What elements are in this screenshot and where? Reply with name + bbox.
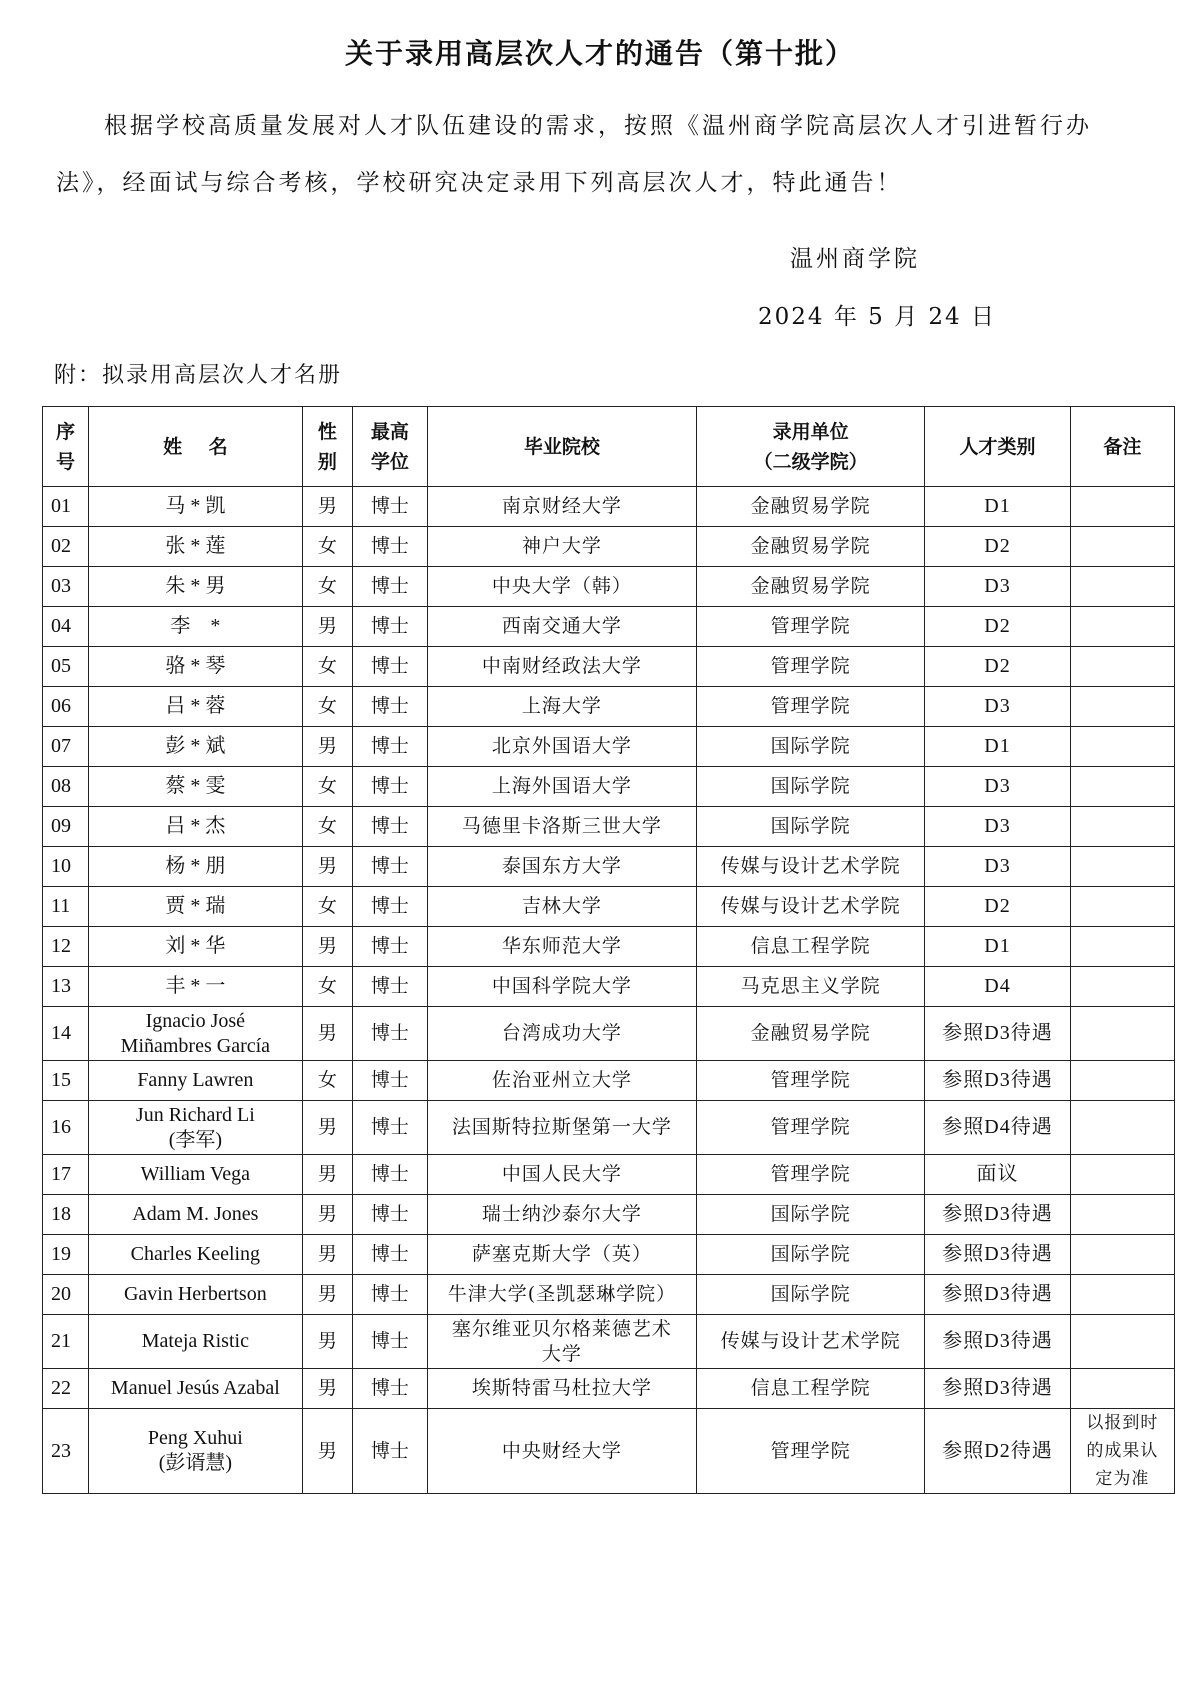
cell-degree: 博士 xyxy=(353,1007,428,1061)
cell-seq: 16 xyxy=(43,1101,89,1155)
cell-unit: 管理学院 xyxy=(697,647,925,687)
cell-category: D2 xyxy=(925,607,1071,647)
cell-name-line: 蔡 * 雯 xyxy=(165,775,226,797)
cell-category: D1 xyxy=(925,727,1071,767)
header-name: 姓 名 xyxy=(89,407,303,487)
cell-school xyxy=(427,1101,697,1155)
cell-school xyxy=(427,1315,697,1369)
cell-name-line: 杨 * 朋 xyxy=(165,855,226,877)
cell-gender: 女 xyxy=(302,887,352,927)
cell-unit: 信息工程学院 xyxy=(697,927,925,967)
cell-seq: 22 xyxy=(43,1369,89,1409)
cell-category: 参照D3待遇 xyxy=(925,1061,1071,1101)
cell-remark xyxy=(1070,727,1174,767)
table-row xyxy=(43,607,1175,647)
cell-name xyxy=(89,1369,303,1409)
cell-name xyxy=(89,567,303,607)
cell-degree: 博士 xyxy=(353,1409,428,1494)
cell-remark xyxy=(1070,567,1174,607)
cell-unit: 管理学院 xyxy=(697,1101,925,1155)
cell-gender: 男 xyxy=(302,1155,352,1195)
issuer-name: 温州商学院 xyxy=(790,246,920,272)
table-row xyxy=(43,1315,1175,1369)
cell-seq: 10 xyxy=(43,847,89,887)
cell-gender: 男 xyxy=(302,487,352,527)
cell-name xyxy=(89,927,303,967)
cell-remark xyxy=(1070,767,1174,807)
cell-remark xyxy=(1070,1409,1174,1494)
cell-seq: 11 xyxy=(43,887,89,927)
cell-unit: 金融贸易学院 xyxy=(697,487,925,527)
cell-name-line: William Vega xyxy=(140,1163,251,1185)
cell-school xyxy=(427,1369,697,1409)
cell-gender: 女 xyxy=(302,687,352,727)
cell-degree: 博士 xyxy=(353,1155,428,1195)
header-gender-line2: 别 xyxy=(317,450,337,473)
cell-name xyxy=(89,1101,303,1155)
cell-gender: 男 xyxy=(302,1409,352,1494)
cell-seq: 19 xyxy=(43,1235,89,1275)
cell-name-line: 吕 * 杰 xyxy=(165,815,226,837)
table-row xyxy=(43,927,1175,967)
cell-gender: 女 xyxy=(302,767,352,807)
table-row xyxy=(43,527,1175,567)
cell-seq: 02 xyxy=(43,527,89,567)
cell-degree: 博士 xyxy=(353,927,428,967)
cell-name-line: 张 * 莲 xyxy=(165,535,226,557)
cell-remark-line: 定为准 xyxy=(1095,1469,1150,1489)
cell-seq: 01 xyxy=(43,487,89,527)
cell-name xyxy=(89,1275,303,1315)
cell-school-line: 中央财经大学 xyxy=(501,1439,622,1462)
cell-gender: 女 xyxy=(302,527,352,567)
table-row xyxy=(43,647,1175,687)
cell-unit: 管理学院 xyxy=(697,607,925,647)
table-row xyxy=(43,1235,1175,1275)
cell-school-line: 上海大学 xyxy=(521,695,602,717)
cell-remark xyxy=(1070,1101,1174,1155)
cell-name-line: 马 * 凯 xyxy=(165,495,226,517)
cell-gender: 男 xyxy=(302,727,352,767)
cell-unit: 传媒与设计艺术学院 xyxy=(697,887,925,927)
cell-category: D3 xyxy=(925,807,1071,847)
attachment-label: 附：拟录用高层次人才名册 xyxy=(54,363,343,388)
cell-school xyxy=(427,647,697,687)
header-category: 人才类别 xyxy=(925,407,1071,487)
cell-seq: 21 xyxy=(43,1315,89,1369)
cell-gender: 男 xyxy=(302,927,352,967)
cell-degree: 博士 xyxy=(353,1315,428,1369)
cell-name xyxy=(89,1235,303,1275)
cell-unit: 金融贸易学院 xyxy=(697,567,925,607)
cell-degree: 博士 xyxy=(353,567,428,607)
table-row xyxy=(43,687,1175,727)
cell-remark xyxy=(1070,847,1174,887)
cell-category: D2 xyxy=(925,527,1071,567)
cell-name-line: Ignacio José xyxy=(145,1009,246,1032)
cell-school-line: 中南财经政法大学 xyxy=(481,655,642,677)
cell-remark xyxy=(1070,967,1174,1007)
cell-gender: 女 xyxy=(302,807,352,847)
cell-gender: 男 xyxy=(302,1235,352,1275)
header-degree-line2: 学位 xyxy=(370,450,409,473)
cell-gender: 女 xyxy=(302,967,352,1007)
cell-school-line: 瑞士纳沙泰尔大学 xyxy=(481,1203,642,1225)
cell-unit: 马克思主义学院 xyxy=(697,967,925,1007)
cell-name xyxy=(89,1315,303,1369)
table-header-row xyxy=(43,407,1175,487)
cell-degree: 博士 xyxy=(353,1275,428,1315)
cell-school xyxy=(427,727,697,767)
cell-school-line: 中国科学院大学 xyxy=(491,975,632,997)
cell-remark xyxy=(1070,607,1174,647)
cell-school-line: 神户大学 xyxy=(521,535,602,557)
cell-name xyxy=(89,487,303,527)
cell-category: 参照D3待遇 xyxy=(925,1235,1071,1275)
talent-roster-table xyxy=(42,406,1175,1494)
cell-unit: 金融贸易学院 xyxy=(697,527,925,567)
cell-degree: 博士 xyxy=(353,727,428,767)
cell-school xyxy=(427,1235,697,1275)
cell-name-line: Peng Xuhui xyxy=(147,1427,243,1449)
cell-remark-line: 的成果认 xyxy=(1086,1441,1159,1461)
table-row xyxy=(43,887,1175,927)
cell-gender: 男 xyxy=(302,1369,352,1409)
cell-name xyxy=(89,607,303,647)
cell-degree: 博士 xyxy=(353,807,428,847)
cell-unit: 管理学院 xyxy=(697,1409,925,1494)
cell-remark xyxy=(1070,527,1174,567)
cell-seq: 07 xyxy=(43,727,89,767)
table-row xyxy=(43,847,1175,887)
cell-category: D3 xyxy=(925,767,1071,807)
cell-seq: 12 xyxy=(43,927,89,967)
cell-category: D1 xyxy=(925,487,1071,527)
notice-paragraph: 根据学校高质量发展对人才队伍建设的需求，按照《温州商学院高层次人才引进暂行办法》，经面试与综合考核，学校研究决定录用下列高层次人才，特此通告！ xyxy=(56,113,1092,196)
cell-degree: 博士 xyxy=(353,847,428,887)
cell-degree: 博士 xyxy=(353,767,428,807)
cell-school xyxy=(427,967,697,1007)
cell-category: 参照D3待遇 xyxy=(925,1315,1071,1369)
header-seq xyxy=(43,407,89,487)
cell-gender: 女 xyxy=(302,567,352,607)
cell-school-line: 南京财经大学 xyxy=(501,495,622,517)
cell-degree: 博士 xyxy=(353,1369,428,1409)
cell-unit: 国际学院 xyxy=(697,1195,925,1235)
cell-remark xyxy=(1070,927,1174,967)
cell-category: D3 xyxy=(925,567,1071,607)
cell-gender: 女 xyxy=(302,647,352,687)
cell-school xyxy=(427,1409,697,1494)
cell-unit: 国际学院 xyxy=(697,1275,925,1315)
cell-school xyxy=(427,927,697,967)
cell-name-line: 吕 * 蓉 xyxy=(165,695,226,717)
cell-school xyxy=(427,527,697,567)
cell-name xyxy=(89,807,303,847)
cell-name xyxy=(89,527,303,567)
cell-remark xyxy=(1070,1007,1174,1061)
cell-school xyxy=(427,1061,697,1101)
header-gender-line1: 性 xyxy=(317,420,337,443)
cell-school-line: 上海外国语大学 xyxy=(491,775,632,797)
cell-gender: 男 xyxy=(302,1195,352,1235)
cell-school-line: 台湾成功大学 xyxy=(501,1022,622,1044)
header-degree xyxy=(353,407,428,487)
header-unit xyxy=(697,407,925,487)
cell-school-line: 大学 xyxy=(541,1342,582,1365)
cell-name xyxy=(89,1409,303,1494)
cell-name-line: 李 * xyxy=(170,615,221,637)
cell-name xyxy=(89,1061,303,1101)
cell-name xyxy=(89,967,303,1007)
cell-gender: 男 xyxy=(302,1101,352,1155)
table-row xyxy=(43,567,1175,607)
cell-unit: 管理学院 xyxy=(697,687,925,727)
cell-school-line: 埃斯特雷马杜拉大学 xyxy=(471,1377,652,1399)
table-row xyxy=(43,807,1175,847)
cell-remark xyxy=(1070,1155,1174,1195)
cell-unit: 金融贸易学院 xyxy=(697,1007,925,1061)
cell-gender: 男 xyxy=(302,1275,352,1315)
cell-unit: 管理学院 xyxy=(697,1155,925,1195)
cell-name-line: Jun Richard Li xyxy=(135,1103,255,1126)
cell-category: D1 xyxy=(925,927,1071,967)
cell-name xyxy=(89,687,303,727)
cell-school xyxy=(427,767,697,807)
cell-school-line: 中央大学（韩） xyxy=(491,575,632,597)
cell-remark xyxy=(1070,1369,1174,1409)
cell-name-line: Mateja Ristic xyxy=(141,1330,249,1352)
cell-school xyxy=(427,887,697,927)
table-body xyxy=(43,487,1175,1494)
cell-gender: 男 xyxy=(302,847,352,887)
cell-name-line: 朱 * 男 xyxy=(165,575,226,597)
cell-seq: 04 xyxy=(43,607,89,647)
cell-school-line: 塞尔维亚贝尔格莱德艺术 xyxy=(451,1317,672,1340)
cell-seq: 06 xyxy=(43,687,89,727)
table-row xyxy=(43,1061,1175,1101)
cell-name xyxy=(89,767,303,807)
cell-name xyxy=(89,647,303,687)
cell-name-line: 彭 * 斌 xyxy=(165,735,226,757)
cell-category: D2 xyxy=(925,647,1071,687)
cell-category: D2 xyxy=(925,887,1071,927)
cell-category: 参照D3待遇 xyxy=(925,1007,1071,1061)
cell-school xyxy=(427,847,697,887)
cell-school-line: 马德里卡洛斯三世大学 xyxy=(461,815,662,837)
cell-seq: 05 xyxy=(43,647,89,687)
cell-name-line: 刘 * 华 xyxy=(165,935,226,957)
cell-name-line: 贾 * 瑞 xyxy=(165,895,226,917)
cell-school xyxy=(427,567,697,607)
table-row xyxy=(43,1409,1175,1494)
cell-remark xyxy=(1070,647,1174,687)
cell-name xyxy=(89,727,303,767)
table-row xyxy=(43,1275,1175,1315)
cell-seq: 14 xyxy=(43,1007,89,1061)
header-seq-line2: 号 xyxy=(56,450,76,473)
cell-unit: 国际学院 xyxy=(697,727,925,767)
cell-school-line: 法国斯特拉斯堡第一大学 xyxy=(451,1116,672,1138)
cell-school-line: 中国人民大学 xyxy=(501,1163,622,1185)
cell-unit: 国际学院 xyxy=(697,767,925,807)
header-seq-line1: 序 xyxy=(56,420,76,443)
cell-name xyxy=(89,1155,303,1195)
cell-category: 面议 xyxy=(925,1155,1071,1195)
cell-school-line: 华东师范大学 xyxy=(501,935,622,957)
cell-school-line: 佐治亚州立大学 xyxy=(491,1069,632,1091)
cell-name-line: (彭谞慧) xyxy=(158,1452,233,1474)
table-row xyxy=(43,967,1175,1007)
cell-school xyxy=(427,1275,697,1315)
cell-remark xyxy=(1070,687,1174,727)
cell-category: D3 xyxy=(925,687,1071,727)
cell-unit: 信息工程学院 xyxy=(697,1369,925,1409)
cell-seq: 13 xyxy=(43,967,89,1007)
cell-name xyxy=(89,887,303,927)
issue-date: 2024 年 5 月 24 日 xyxy=(758,304,996,330)
cell-remark xyxy=(1070,487,1174,527)
cell-seq: 23 xyxy=(43,1409,89,1494)
cell-seq: 20 xyxy=(43,1275,89,1315)
cell-degree: 博士 xyxy=(353,647,428,687)
cell-remark xyxy=(1070,1235,1174,1275)
cell-degree: 博士 xyxy=(353,1101,428,1155)
cell-category: D4 xyxy=(925,967,1071,1007)
cell-gender: 男 xyxy=(302,1315,352,1369)
cell-remark xyxy=(1070,1061,1174,1101)
header-gender xyxy=(302,407,352,487)
cell-unit: 国际学院 xyxy=(697,807,925,847)
cell-seq: 15 xyxy=(43,1061,89,1101)
header-school: 毕业院校 xyxy=(427,407,697,487)
table-row xyxy=(43,767,1175,807)
cell-name-line: Miñambres García xyxy=(120,1034,271,1057)
table-row xyxy=(43,1155,1175,1195)
cell-category: 参照D3待遇 xyxy=(925,1275,1071,1315)
table-row xyxy=(43,1195,1175,1235)
cell-degree: 博士 xyxy=(353,487,428,527)
table-row xyxy=(43,1101,1175,1155)
cell-category: 参照D3待遇 xyxy=(925,1369,1071,1409)
cell-name xyxy=(89,1195,303,1235)
cell-school xyxy=(427,1195,697,1235)
cell-school xyxy=(427,1007,697,1061)
cell-school-line: 吉林大学 xyxy=(521,895,602,917)
cell-gender: 男 xyxy=(302,1007,352,1061)
cell-seq: 17 xyxy=(43,1155,89,1195)
header-remark: 备注 xyxy=(1070,407,1174,487)
cell-name-line: 骆 * 琴 xyxy=(165,655,226,677)
cell-seq: 18 xyxy=(43,1195,89,1235)
cell-degree: 博士 xyxy=(353,967,428,1007)
cell-name-line: Charles Keeling xyxy=(130,1243,261,1265)
cell-name-line: Gavin Herbertson xyxy=(123,1283,267,1305)
cell-remark xyxy=(1070,1315,1174,1369)
table-row xyxy=(43,1007,1175,1061)
cell-degree: 博士 xyxy=(353,607,428,647)
cell-seq: 09 xyxy=(43,807,89,847)
cell-name xyxy=(89,1007,303,1061)
table-row xyxy=(43,727,1175,767)
table-row xyxy=(43,1369,1175,1409)
cell-seq: 08 xyxy=(43,767,89,807)
cell-school xyxy=(427,487,697,527)
cell-name-line: Manuel Jesús Azabal xyxy=(110,1377,280,1399)
cell-degree: 博士 xyxy=(353,527,428,567)
cell-school xyxy=(427,807,697,847)
header-unit-line1: 录用单位 xyxy=(772,420,849,443)
cell-remark xyxy=(1070,1195,1174,1235)
cell-degree: 博士 xyxy=(353,1195,428,1235)
cell-name-line: Fanny Lawren xyxy=(137,1069,254,1091)
cell-school-line: 北京外国语大学 xyxy=(491,735,632,757)
cell-remark-line: 以报到时 xyxy=(1086,1413,1159,1433)
cell-school-line: 泰国东方大学 xyxy=(501,855,622,877)
cell-degree: 博士 xyxy=(353,687,428,727)
table-row xyxy=(43,487,1175,527)
cell-seq: 03 xyxy=(43,567,89,607)
cell-unit: 国际学院 xyxy=(697,1235,925,1275)
cell-school xyxy=(427,687,697,727)
cell-degree: 博士 xyxy=(353,887,428,927)
cell-category: 参照D2待遇 xyxy=(925,1409,1071,1494)
cell-category: 参照D4待遇 xyxy=(925,1101,1071,1155)
cell-name-line: 丰 * 一 xyxy=(165,975,226,997)
cell-school xyxy=(427,1155,697,1195)
cell-remark xyxy=(1070,1275,1174,1315)
cell-name xyxy=(89,847,303,887)
cell-gender: 男 xyxy=(302,607,352,647)
cell-school-line: 萨塞克斯大学（英） xyxy=(471,1243,652,1265)
cell-remark xyxy=(1070,807,1174,847)
cell-name-line: (李军) xyxy=(168,1128,223,1151)
header-degree-line1: 最高 xyxy=(370,420,409,443)
cell-unit: 管理学院 xyxy=(697,1061,925,1101)
cell-degree: 博士 xyxy=(353,1061,428,1101)
cell-school-line: 牛津大学(圣凯瑟琳学院） xyxy=(447,1283,677,1305)
cell-remark xyxy=(1070,887,1174,927)
cell-degree: 博士 xyxy=(353,1235,428,1275)
page-title: 关于录用高层次人才的通告（第十批） xyxy=(344,37,855,70)
cell-school-line: 西南交通大学 xyxy=(501,615,622,637)
header-unit-line2: （二级学院） xyxy=(753,450,868,473)
cell-name-line: Adam M. Jones xyxy=(132,1203,259,1225)
cell-unit: 传媒与设计艺术学院 xyxy=(697,1315,925,1369)
cell-unit: 传媒与设计艺术学院 xyxy=(697,847,925,887)
cell-gender: 女 xyxy=(302,1061,352,1101)
cell-category: D3 xyxy=(925,847,1071,887)
cell-school xyxy=(427,607,697,647)
cell-category: 参照D3待遇 xyxy=(925,1195,1071,1235)
